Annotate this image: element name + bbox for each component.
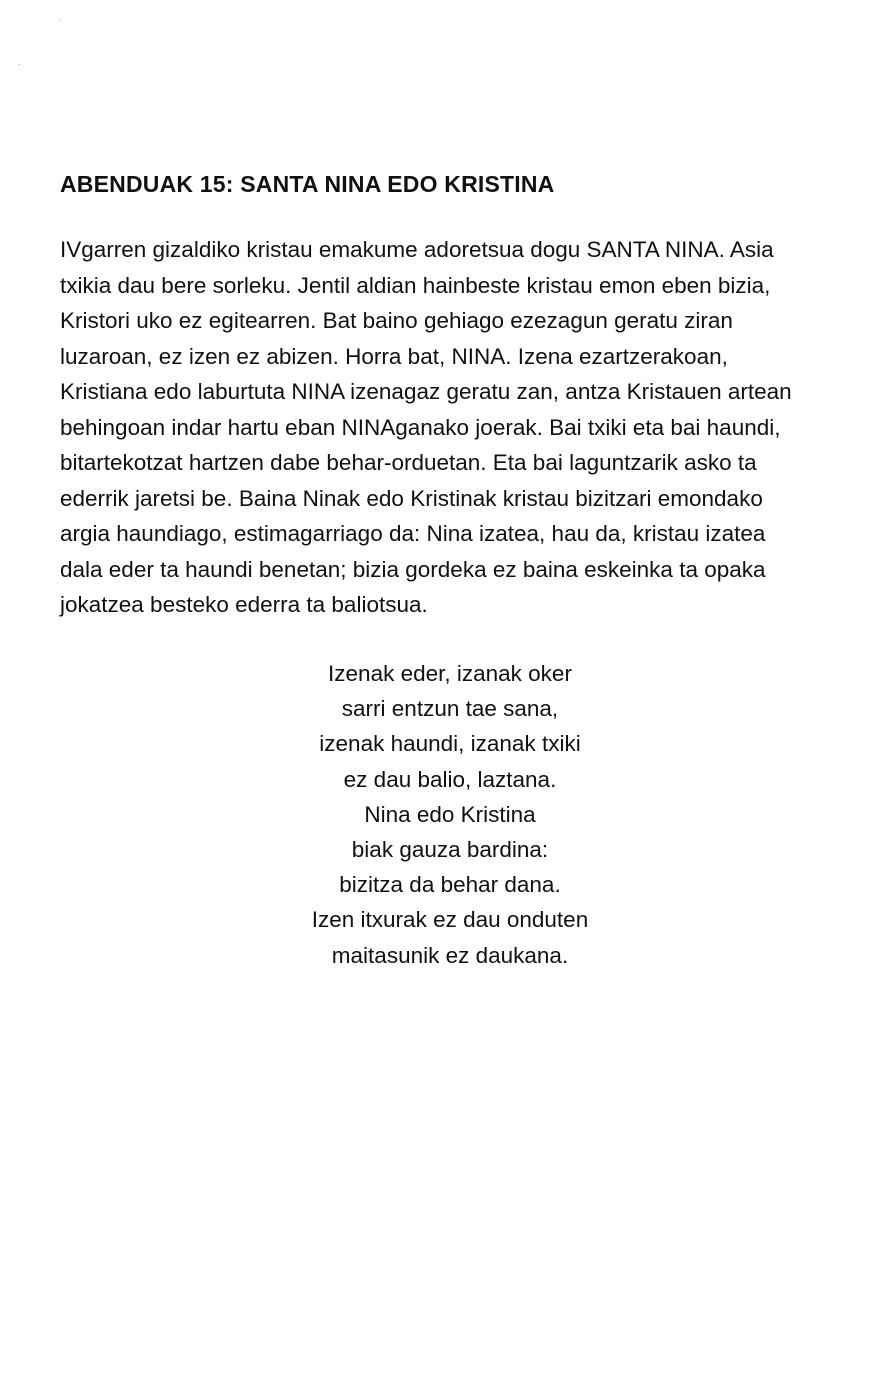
poem-stanza [200, 656, 700, 973]
paragraph-line: argia haundiago, estimagarriago da: Nina izatea, hau da, kristau izatea [60, 521, 766, 546]
scan-speck [19, 64, 20, 65]
paragraph-line: jokatzea besteko ederra ta baliotsua. [60, 592, 428, 617]
paragraph-line: ederrik jaretsi be. Baina Ninak edo Kristinak kristau bizitzari emondako [60, 485, 763, 511]
poem-line: Nina edo Kristina [364, 801, 536, 827]
scan-speck [60, 20, 61, 21]
paragraph-line: Kristiana edo laburtuta NINA izenagaz geratu zan, antza Kristauen artean [60, 379, 792, 404]
poem-line: biak gauza bardina: [351, 836, 549, 862]
poem-line: Izen itxurak ez dau onduten [311, 907, 589, 933]
poem-line: bizitza da behar dana. [339, 872, 561, 898]
paragraph-line: txikia dau bere sorleku. Jentil aldian hainbeste kristau emon eben bizia, [60, 272, 771, 298]
poem-line: maitasunik ez daukana. [331, 942, 569, 968]
paragraph-line: IVgarren gizaldiko kristau emakume adoretsua dogu SANTA NINA. Asia [60, 237, 774, 262]
poem-line: sarri entzun tae sana, [341, 696, 559, 722]
body-paragraph [60, 232, 850, 623]
poem-line: izenak haundi, izanak txiki [319, 731, 581, 757]
paragraph-line: bitartekotzat hartzen dabe behar-orduetan. Eta bai laguntzarik asko ta [60, 450, 757, 475]
poem-line: Izenak eder, izanak oker [328, 661, 572, 686]
paragraph-line: behingoan indar hartu eban NINAganako joerak. Bai txiki eta bai haundi, [60, 414, 781, 440]
poem-line: ez dau balio, laztana. [343, 766, 557, 792]
page-title: ABENDUAK 15: SANTA NINA EDO KRISTINA [60, 171, 555, 197]
paragraph-line: dala eder ta haundi benetan; bizia gordeka ez baina eskeinka ta opaka [60, 556, 766, 582]
paragraph-line: Kristori uko ez egitearren. Bat baino gehiago ezezagun geratu ziran [60, 308, 733, 333]
paragraph-line: luzaroan, ez izen ez abizen. Horra bat, NINA. Izena ezartzerakoan, [60, 343, 728, 369]
